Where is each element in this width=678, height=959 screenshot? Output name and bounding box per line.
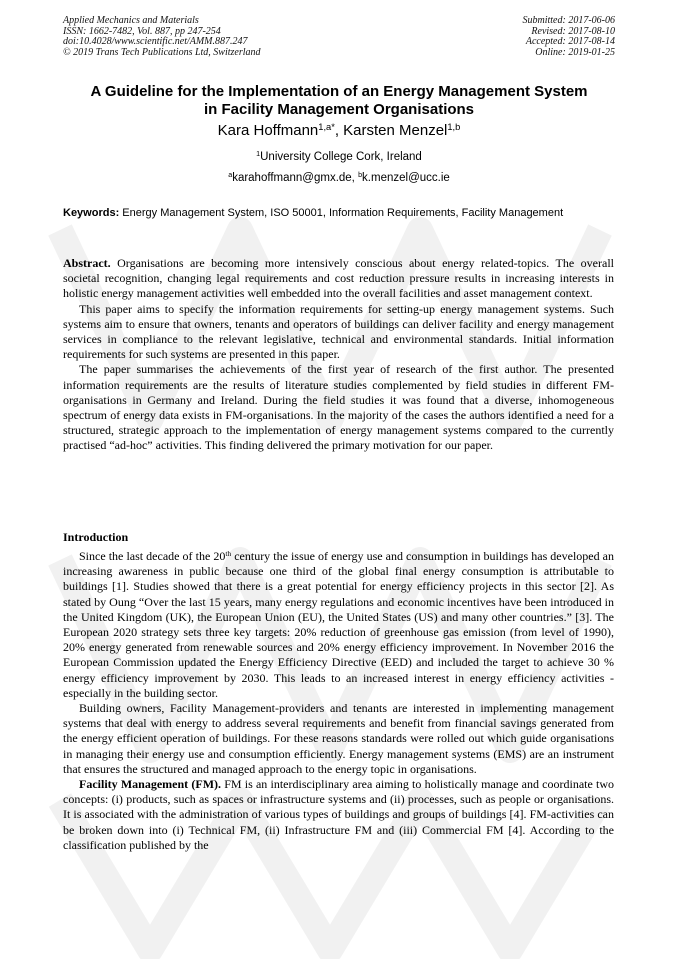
journal-issn: ISSN: 1662-7482, Vol. 887, pp 247-254 [63,25,221,37]
keywords-label: Keywords: [63,207,120,219]
paper-title [50,83,628,118]
title-line-2: in Facility Management Organisations [203,100,475,118]
email-a[interactable]: karahoffmann@gmx.de, [232,172,359,184]
affiliation-text: University College Cork, Ireland [260,151,422,163]
abstract-paragraph-3: The paper summarises the achievements of the first year of research of the first author. The presented information requirements are the results of literature studies complemented by field studies in different FM-organisations in Germany and Ireland. During the field studies it was found that a diverse, inhomogeneous spectrum of energy data exists in FM-organisations. In the majority of the cases the authors identified a need for a structured, strategic approach to the implementation of energy management systems compared to the currently practised “ad-hoc” activities. This finding delivered the primary motivation for our paper. [63,362,614,453]
date-submitted: Submitted: 2017-06-06 [522,15,615,26]
intro-paragraph-3 [63,777,614,853]
author-2-affil: 1,b [447,121,461,132]
abstract-label: Abstract. [63,256,111,270]
journal-name: Applied Mechanics and Materials [63,15,199,26]
intro-paragraph-2: Building owners, Facility Management-providers and tenants are interested in implementing management systems that deal with energy to address several requirements and benefit from financial savings generated from the energy efficient operation of buildings. For these reasons standards were rolled out which guide organisations in managing their energy use and consumption efficiently. Energy management systems (EMS) are an instrument that ensures the structured and managed approach to the energy topic in organisations. [63,701,614,776]
journal-doi: doi:10.4028/www.scientific.net/AMM.887.247 [63,36,248,48]
email-a-marker: a [228,171,233,180]
abstract-paragraph-1 [63,256,614,302]
author-1-name: Kara Hoffmann [217,122,319,139]
intro-paragraph-1 [63,549,614,701]
email-b[interactable]: k.menzel@ucc.ie [362,172,450,184]
date-revised: Revised: 2017-08-10 [531,25,615,37]
affiliation-marker: 1 [256,150,261,159]
author-separator: , [334,122,344,139]
keywords [63,206,613,221]
intro-p1-rest: century the issue of energy use and consumption in buildings has developed an increasing awareness in public because one third of the global final energy consumption is attributable to buildings [1]. Studies showed that there is a great potential for energy efficiency projects in this sector [2]. As stated by Oung “Over the last 15 years, many energy regulations and economic incentives have been introduced in the United Kingdom (UK), the European Union (EU), the United States (US) and many other countries.” [3]. The European 2020 strategy sets three key targets: 20% reduction of greenhouse gas emission (from level of 1990), 20% energy generated from renewable sources and 20% energy efficiency improvement. In November 2016 the European Commission updated the Energy Efficiency Directive (EED) and included the target to achieve 30 % energy efficiency improvement by 2030. This leads to an increased interest in energy efficiency activities - especially in the building sector. [63,549,615,700]
abstract-p1-text: Organisations are becoming more intensively conscious about energy related-topics. The overall societal recognition, changing legal requirements and cost reduction pressure results in increasing interests in holistic energy management activities well embedded into the overall facilities and asset management context. [63,256,614,301]
introduction-heading: Introduction [63,530,129,544]
date-accepted: Accepted: 2017-08-14 [525,36,615,48]
intro-p1-start: Since the last decade of the 20 [79,549,226,563]
author-list [0,122,678,140]
abstract-section [63,256,614,454]
keywords-text: Energy Management System, ISO 50001, Information Requirements, Facility Management [119,207,564,219]
title-line-1: A Guideline for the Implementation of an Energy Management System [90,83,588,100]
email-b-marker: b [358,171,363,180]
abstract-paragraph-2: This paper aims to specify the information requirements for setting-up energy management systems. Such systems aim to ensure that owners, tenants and operators of buildings can deliver facility and energy management services in compliance to the relevant legislative, technical and environmental standards. Initial information requirements for such systems are presented in this paper. [63,301,614,362]
fm-label: Facility Management (FM). [79,777,222,792]
author-emails [0,171,678,185]
journal-copyright: © 2019 Trans Tech Publications Ltd, Switzerland [63,46,261,58]
intro-p3-text: FM is an interdisciplinary area aiming to holistically manage and coordinate two concepts: (i) products, such as spaces or infrastructure systems and (ii) processes, such as people or organisations. It is associated with the administration of various types of buildings and groups of buildings [4]. FM-activities can be broken down into (i) Technical FM, (ii) Infrastructure FM and (iii) Commercial FM [4]. According to the classification published by the [63,777,615,852]
dates-info [523,16,616,58]
intro-p1-sup: th [225,548,232,558]
date-online: Online: 2019-01-25 [535,46,615,58]
author-1-affil: 1,a* [318,121,335,132]
affiliation [0,150,678,164]
journal-info [63,16,261,58]
author-2-name: Karsten Menzel [343,122,448,139]
introduction-section [63,549,614,853]
